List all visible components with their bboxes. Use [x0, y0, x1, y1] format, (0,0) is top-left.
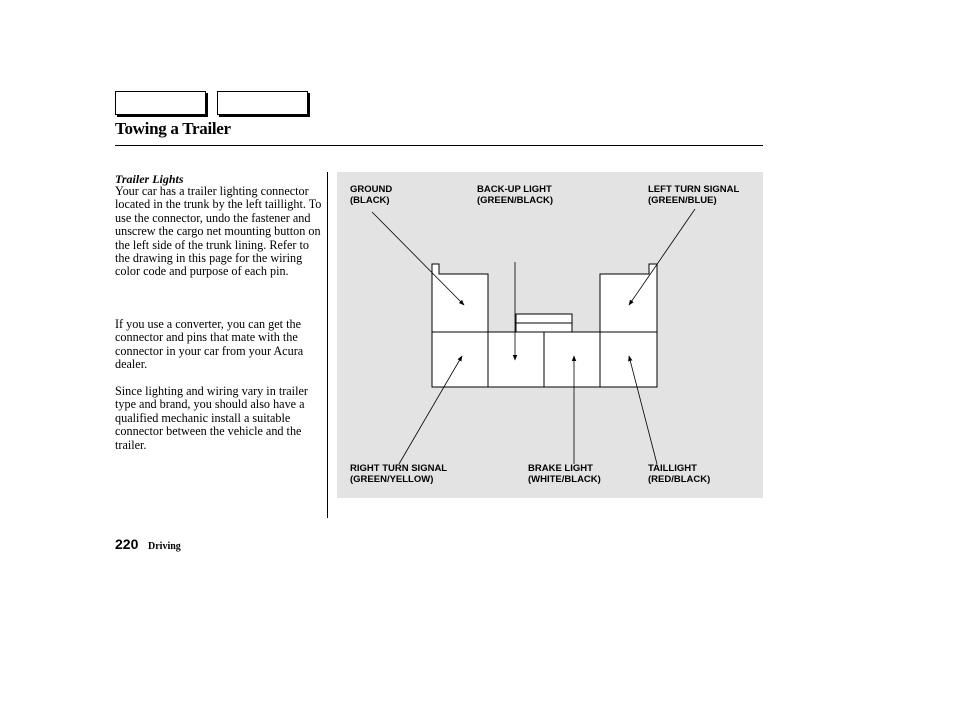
- section-subheading: Trailer Lights: [115, 172, 184, 186]
- ground-label: [350, 185, 392, 206]
- backup-light-label: [477, 185, 553, 206]
- title-divider: [115, 145, 763, 146]
- left-turn-signal-color: (GREEN/BLUE): [648, 194, 717, 206]
- paragraph-converter: If you use a converter, you can get the connector and pins that mate with the connector in your car from your Acura dealer.: [115, 317, 304, 372]
- backup-light-color: (GREEN/BLACK): [477, 194, 553, 206]
- connector-drawing: [337, 172, 763, 498]
- taillight-color: (RED/BLACK): [648, 473, 711, 485]
- footer-section-name: Driving: [148, 541, 181, 552]
- left-turn-signal-label: [648, 185, 739, 206]
- paragraph-mechanic: Since lighting and wiring vary in trailer type and brand, you should also have a qualified mechanic install a suitable connector between the vehicle and the trailer.: [115, 384, 308, 452]
- connector-diagram: [337, 172, 763, 498]
- left-turn-signal-name: LEFT TURN SIGNAL: [648, 184, 740, 195]
- header-tab-blank-1: [115, 91, 206, 115]
- page-title: Towing a Trailer: [115, 119, 231, 138]
- right-turn-signal-name: RIGHT TURN SIGNAL: [350, 463, 448, 474]
- right-turn-signal-label: [350, 464, 447, 485]
- brake-light-label: [528, 464, 601, 485]
- page-number: 220: [115, 536, 139, 552]
- column-divider: [327, 172, 328, 518]
- right-turn-signal-color: (GREEN/YELLOW): [350, 473, 434, 485]
- taillight-name: TAILLIGHT: [648, 463, 697, 474]
- header-tab-blank-2: [217, 91, 308, 115]
- paragraph-connector-location: Your car has a trailer lighting connector located in the trunk by the left taillight. To use the connector, undo the fastener and unscrew the cargo net mounting button on the left side of the trunk lining. Refer to the drawing in this page for the wiring color code and purpose of each pin.: [115, 184, 322, 279]
- taillight-label: [648, 464, 710, 485]
- brake-light-color: (WHITE/BLACK): [528, 473, 601, 485]
- ground-color: (BLACK): [350, 194, 390, 206]
- ground-name: GROUND: [350, 184, 393, 195]
- connector-body: [432, 264, 657, 387]
- brake-light-name: BRAKE LIGHT: [528, 463, 593, 474]
- backup-light-name: BACK-UP LIGHT: [477, 184, 552, 195]
